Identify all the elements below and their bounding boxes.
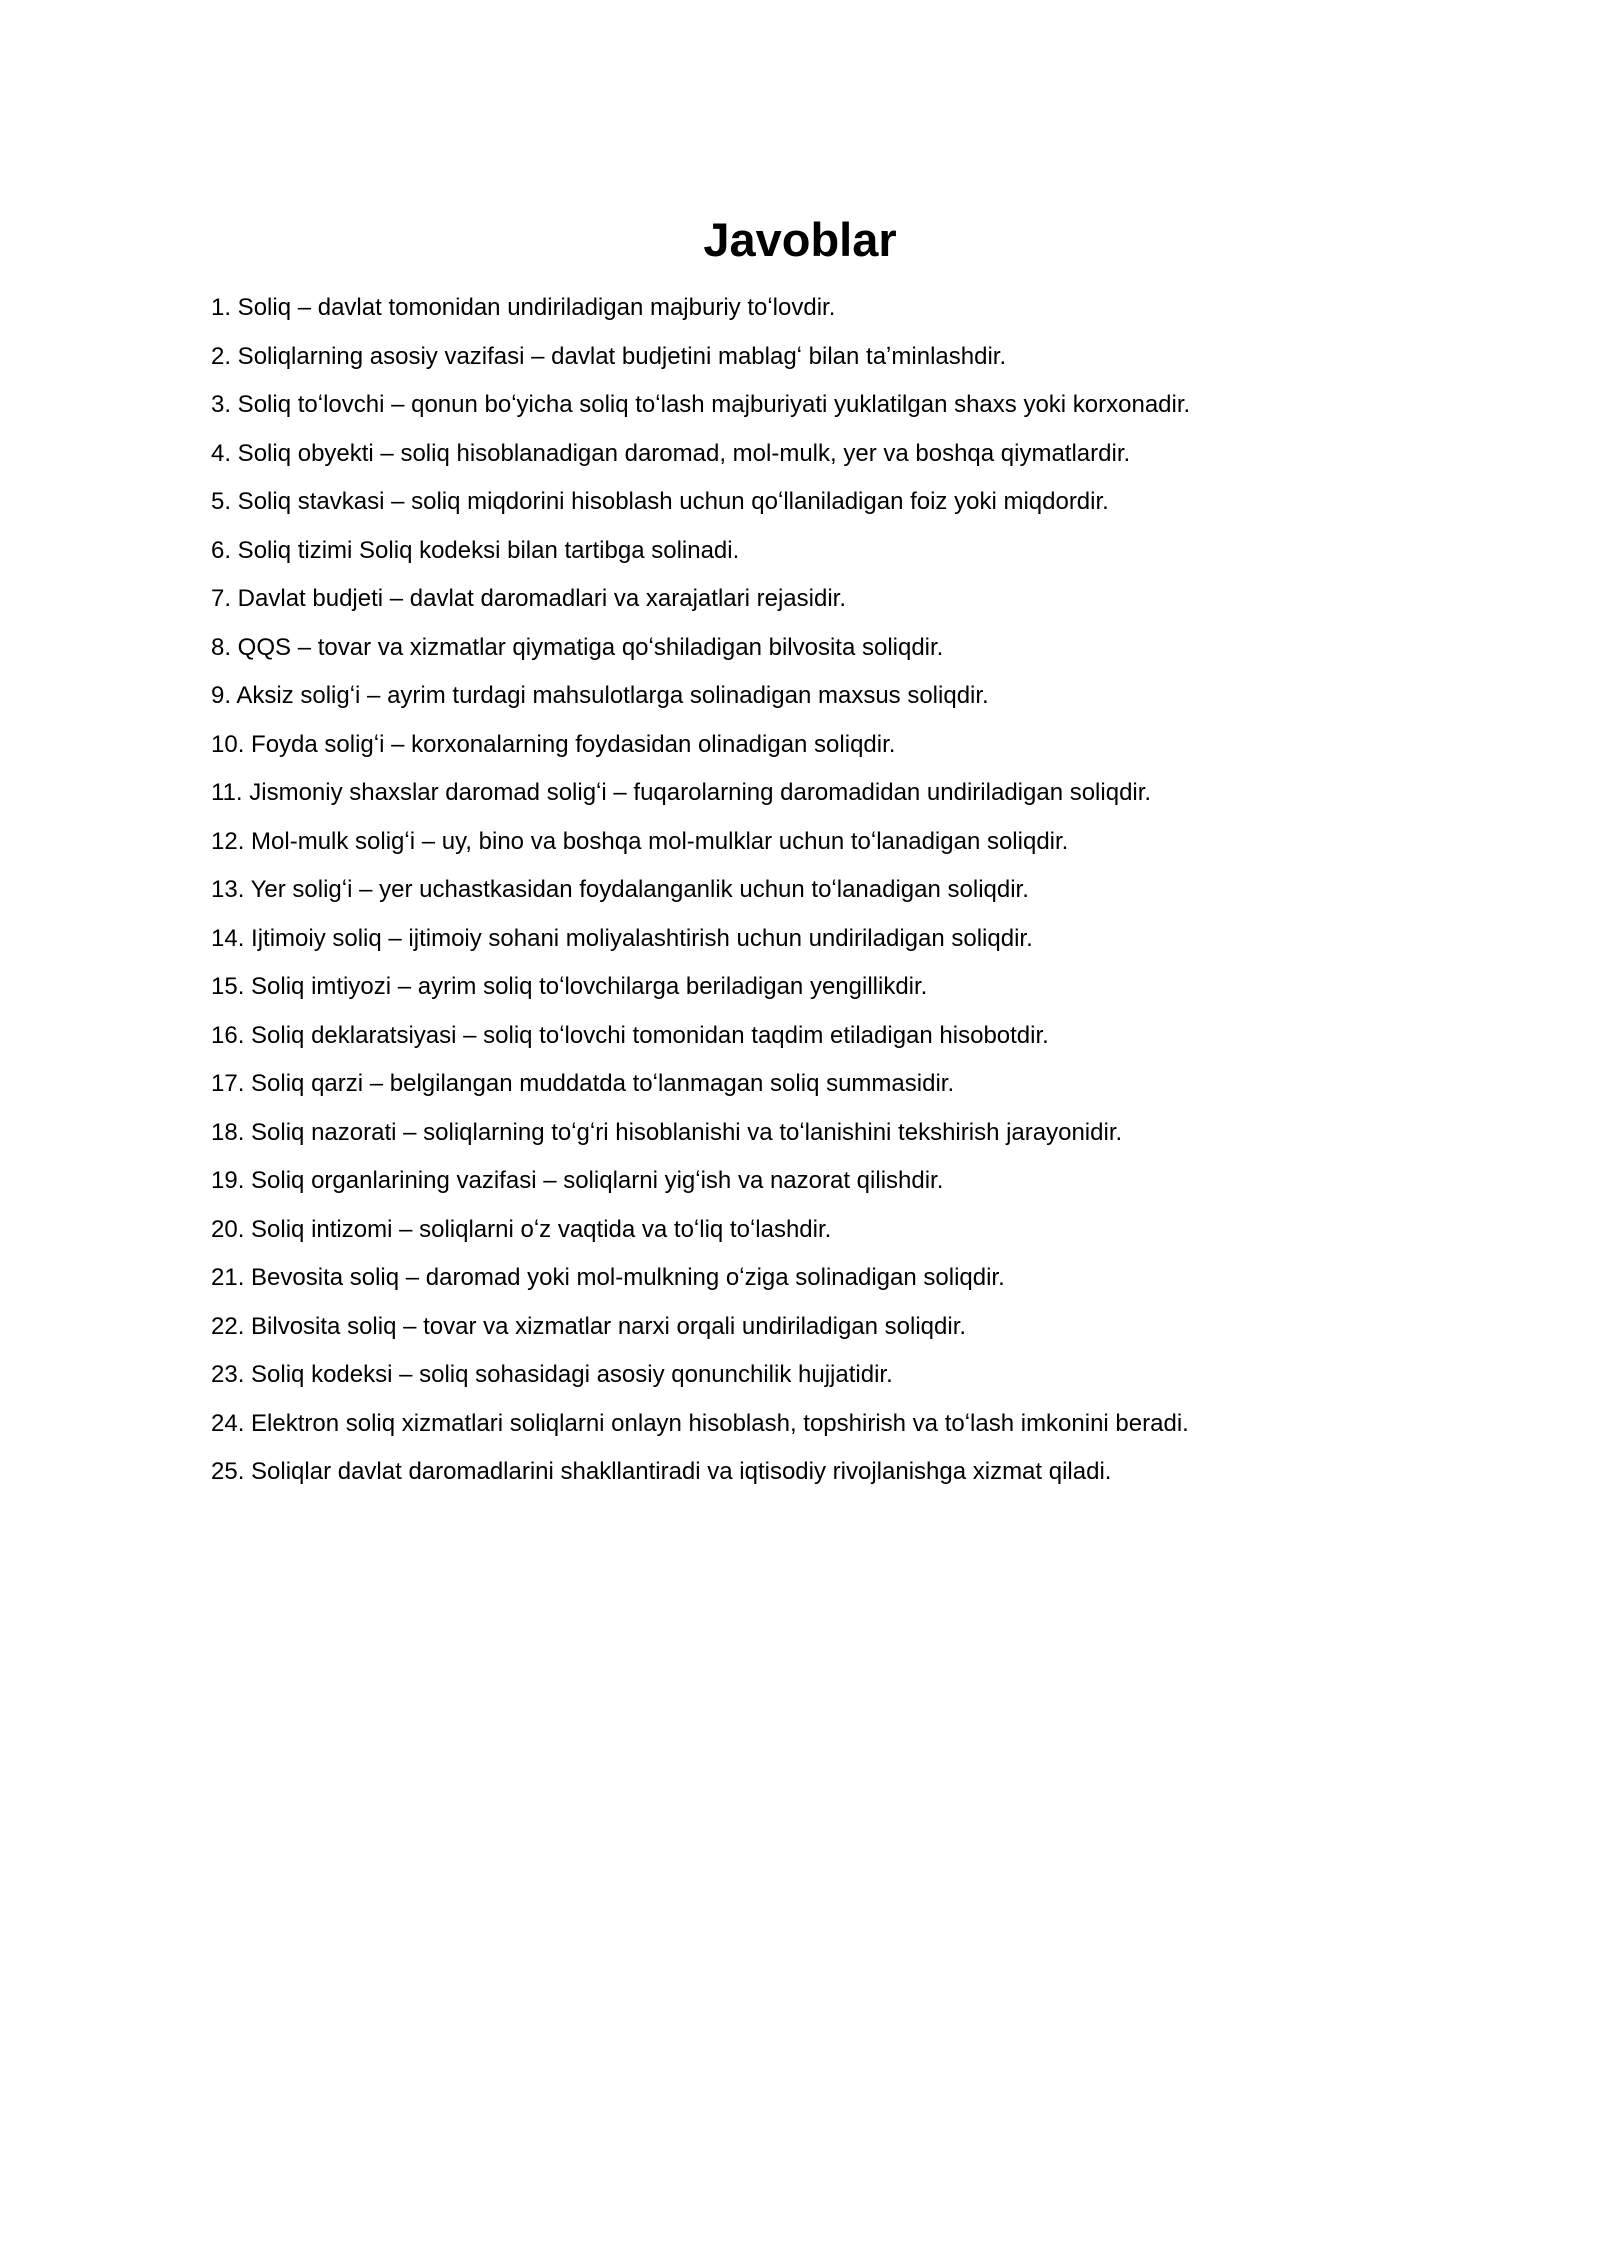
answer-item: 13. Yer soligʻi – yer uchastkasidan foydalanganlik uchun toʻlanadigan soliqdir. [211, 876, 1029, 903]
answer-item: 16. Soliq deklaratsiyasi – soliq toʻlovchi tomonidan taqdim etiladigan hisobotdir. [211, 1021, 1049, 1049]
page-title: Javoblar [703, 213, 897, 266]
answer-list [211, 284, 1391, 1497]
answer-item: 23. Soliq kodeksi – soliq sohasidagi asosiy qonunchilik hujjatidir. [211, 1361, 893, 1388]
answer-item: 3. Soliq toʻlovchi – qonun boʻyicha soliq toʻlash majburiyati yuklatilgan shaxs yoki korxonadir. [211, 391, 1191, 418]
answer-item: 15. Soliq imtiyozi – ayrim soliq toʻlovchilarga beriladigan yengillikdir. [211, 973, 928, 1000]
answer-item: 14. Ijtimoiy soliq – ijtimoiy sohani moliyalashtirish uchun undiriladigan soliqdir. [211, 924, 1033, 952]
answer-item: 22. Bilvosita soliq – tovar va xizmatlar narxi orqali undiriladigan soliqdir. [211, 1312, 967, 1340]
answer-item: 19. Soliq organlarining vazifasi – soliqlarni yigʻish va nazorat qilishdir. [211, 1167, 944, 1194]
answer-item: 24. Elektron soliq xizmatlari soliqlarni onlayn hisoblash, topshirish va toʻlash imkonini beradi. [211, 1409, 1189, 1437]
answer-item: 7. Davlat budjeti – davlat daromadlari va xarajatlari rejasidir. [211, 585, 846, 612]
answer-item: 21. Bevosita soliq – daromad yoki mol-mulkning oʻziga solinadigan soliqdir. [211, 1264, 1005, 1291]
answer-item: 8. QQS – tovar va xizmatlar qiymatiga qoʻshiladigan bilvosita soliqdir. [211, 633, 944, 661]
answer-item: 17. Soliq qarzi – belgilangan muddatda toʻlanmagan soliq summasidir. [211, 1070, 955, 1097]
answer-item: 5. Soliq stavkasi – soliq miqdorini hisoblash uchun qoʻllaniladigan foiz yoki miqdordir. [211, 488, 1109, 515]
answer-item: 11. Jismoniy shaxslar daromad soligʻi – fuqarolarning daromadidan undiriladigan soliqdir. [211, 779, 1152, 806]
answer-item: 4. Soliq obyekti – soliq hisoblanadigan daromad, mol-mulk, yer va boshqa qiymatlardir. [211, 439, 1131, 467]
answer-item: 18. Soliq nazorati – soliqlarning toʻgʻri hisoblanishi va toʻlanishini tekshirish jarayonidir. [211, 1118, 1123, 1146]
answer-item: 9. Aksiz soligʻi – ayrim turdagi mahsulotlarga solinadigan maxsus soliqdir. [211, 682, 989, 709]
answer-item: 12. Mol-mulk soligʻi – uy, bino va boshqa mol-mulklar uchun toʻlanadigan soliqdir. [211, 827, 1069, 855]
answer-item: 25. Soliqlar davlat daromadlarini shakllantiradi va iqtisodiy rivojlanishga xizmat qiladi. [211, 1458, 1112, 1485]
answer-item: 1. Soliq – davlat tomonidan undiriladigan majburiy toʻlovdir. [211, 294, 836, 321]
answer-item: 2. Soliqlarning asosiy vazifasi – davlat budjetini mablagʻ bilan taʼminlashdir. [211, 342, 1007, 370]
answer-item: 6. Soliq tizimi Soliq kodeksi bilan tartibga solinadi. [211, 536, 740, 564]
answer-item: 20. Soliq intizomi – soliqlarni oʻz vaqtida va toʻliq toʻlashdir. [211, 1215, 832, 1243]
answer-item: 10. Foyda soligʻi – korxonalarning foydasidan olinadigan soliqdir. [211, 730, 896, 758]
